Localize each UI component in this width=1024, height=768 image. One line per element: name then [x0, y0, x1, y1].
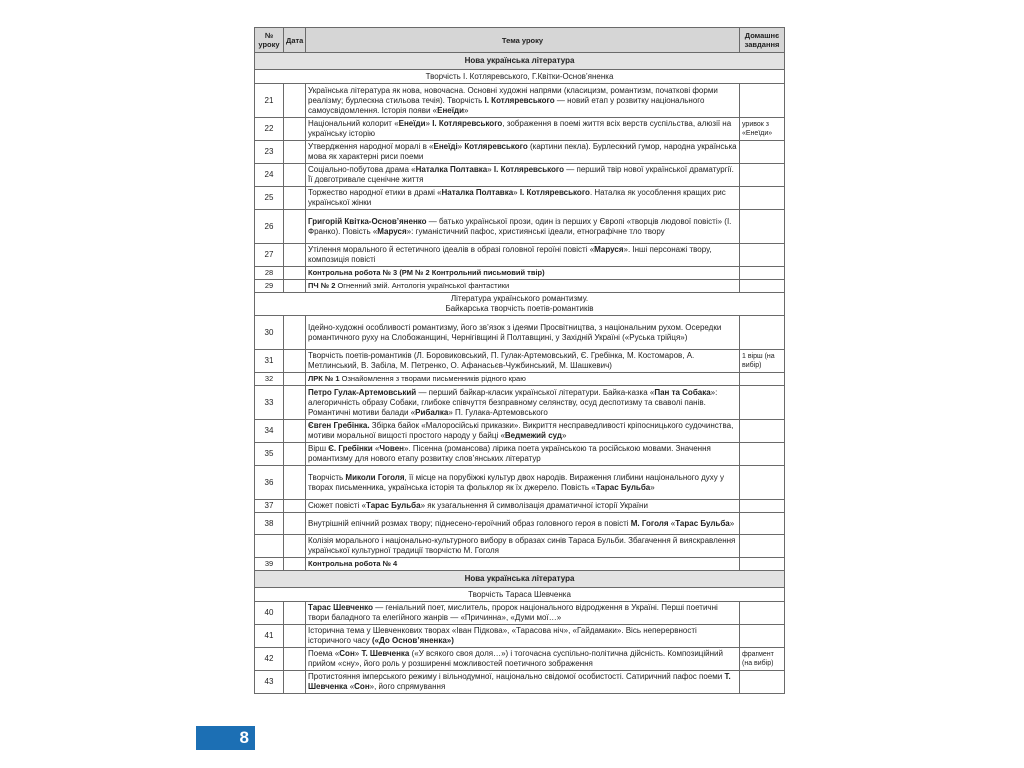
date-cell	[284, 267, 306, 280]
topic-text: »	[487, 165, 494, 174]
table-row	[255, 500, 785, 513]
lesson-number-cell: 37	[255, 500, 284, 513]
homework-cell	[740, 513, 785, 535]
table-row	[255, 373, 785, 386]
topic-bold-text: Ведмежий суд	[504, 431, 562, 440]
topic-cell	[306, 420, 740, 443]
table-row	[255, 558, 785, 571]
topic-text: — геніальний поет, мислитель, пророк національного відродження в Україні. Перші поетичні твори баладного та елегійного жанрів — «Причинна», «Думи мої…»	[308, 603, 718, 622]
section-heading-row	[255, 53, 785, 70]
date-cell	[284, 420, 306, 443]
topic-cell	[306, 316, 740, 350]
homework-cell	[740, 625, 785, 648]
topic-text: Колізія морального і національно-культурного вибору в образах синів Тараса Бульби. Збагачення й вияскравлення української культурної традиції творчістю М. Гоголя	[308, 536, 736, 555]
date-cell	[284, 535, 306, 558]
table-header-row	[255, 28, 785, 53]
topic-bold-text: Контрольна робота № 3 (РМ № 2 Контрольний письмовий твір)	[308, 268, 545, 277]
topic-cell	[306, 141, 740, 164]
heading-text-line2: Байкарська творчість поетів-романтиків	[445, 304, 594, 313]
topic-cell	[306, 210, 740, 244]
header-date: Дата	[284, 28, 306, 53]
heading-text: Нова українська література	[464, 574, 575, 583]
date-cell	[284, 558, 306, 571]
date-cell	[284, 84, 306, 118]
table-row	[255, 164, 785, 187]
topic-cell	[306, 513, 740, 535]
section-heading-row	[255, 571, 785, 588]
topic-text: ». Інші персонажі твору, композиція повісті	[308, 245, 712, 264]
topic-cell	[306, 535, 740, 558]
topic-bold-text: Петро Гулак-Артемовський	[308, 387, 417, 397]
topic-bold-text: М. Гоголя	[630, 518, 669, 528]
homework-cell: фрагмент (на вибір)	[740, 648, 785, 671]
topic-text: Творчість поетів-романтиків (Л. Боровиковський, П. Гулак-Артемовський, Є. Гребінка, М. Костомаров, А. Метлинський, В. Забіла, М. Петренко, О. Афанасьєв-Чужбинський, М. Шашкевич)	[308, 351, 695, 370]
topic-text: », його спрямування	[369, 682, 446, 691]
homework-cell	[740, 558, 785, 571]
topic-bold-text: Т. Шевченка	[361, 649, 410, 658]
topic-bold-text: Наталка Полтавка	[441, 188, 514, 197]
lesson-plan-table	[254, 27, 785, 694]
table-row	[255, 625, 785, 648]
topic-bold-text: Тарас Бульба	[675, 518, 730, 528]
section-heading	[255, 571, 785, 588]
subsection-heading	[255, 70, 785, 84]
topic-cell	[306, 244, 740, 267]
topic-text: Збірка байок «Малоросійські приказки». Викриття несправедливості кріпосницького судочинства, мотиви моральної вищості простого народу у байці «	[308, 421, 734, 440]
table-row	[255, 513, 785, 535]
topic-cell	[306, 648, 740, 671]
topic-bold-text: Григорій Квітка-Основ’яненко	[308, 216, 427, 226]
heading-text: Творчість І. Котляревського, Г.Квітки-Основ’яненка	[425, 71, 614, 81]
section-heading	[255, 53, 785, 70]
topic-text: Ознайомлення з творами письменників рідного краю	[339, 374, 526, 383]
page-number: 8	[239, 728, 249, 747]
date-cell	[284, 187, 306, 210]
heading-text: Література українського романтизму.	[450, 294, 589, 303]
table-row	[255, 671, 785, 694]
subsection-heading-row	[255, 70, 785, 84]
topic-bold-text: Сон	[354, 682, 370, 691]
topic-bold-text: І. Котляревського	[493, 165, 565, 174]
topic-bold-text: Є. Гребінки	[328, 444, 373, 453]
topic-text: — батько української прози, один із перших у Європі «творців людової повісті» (І. Франко). Повість «	[308, 216, 732, 236]
lesson-number-cell: 43	[255, 671, 284, 694]
lesson-number-cell: 40	[255, 602, 284, 625]
topic-bold-text: Тарас Шевченко	[308, 603, 373, 612]
topic-bold-text: Човен	[379, 444, 404, 453]
date-cell	[284, 625, 306, 648]
date-cell	[284, 373, 306, 386]
subsection-heading-row	[255, 293, 785, 316]
topic-text: «	[668, 518, 676, 528]
lesson-number-cell: 24	[255, 164, 284, 187]
homework-cell	[740, 671, 785, 694]
topic-text: ». Пісенна (романсова) лірика поета українською та російською мовами. Значення романтизму для нового етапу розвитку слов’янських літератур	[308, 444, 711, 463]
topic-bold-text: («До Основ’яненка»)	[372, 636, 454, 645]
topic-bold-text: Сон	[339, 649, 355, 658]
topic-text: Внутрішній епічний розмах твору; піднесено-героїчний образ головного героя в повісті	[308, 518, 631, 528]
lesson-number-cell	[255, 535, 284, 558]
lesson-number-cell: 39	[255, 558, 284, 571]
table-row	[255, 84, 785, 118]
topic-text: Сюжет повісті «	[308, 501, 367, 510]
topic-bold-text: ЛРК № 1	[308, 374, 340, 383]
homework-cell: уривок з «Енеїди»	[740, 118, 785, 141]
subsection-heading	[255, 588, 785, 602]
date-cell	[284, 500, 306, 513]
heading-text: Творчість Тараса Шевченка	[468, 589, 571, 599]
header-topic: Тема уроку	[306, 28, 740, 53]
header-lesson-number: № уроку	[255, 28, 284, 53]
topic-bold-text: І. Котляревського	[432, 119, 503, 128]
topic-cell	[306, 466, 740, 500]
topic-bold-text: Рибалка	[415, 407, 449, 417]
table-body	[255, 53, 785, 694]
topic-text: »	[425, 119, 433, 128]
date-cell	[284, 466, 306, 500]
topic-text: Торжество народної етики в драмі «	[308, 188, 442, 197]
date-cell	[284, 210, 306, 244]
header-homework: Домашнє завдання	[740, 28, 785, 53]
homework-cell	[740, 500, 785, 513]
topic-text: — новий етап у розвитку національного самоусвідомлення. Історія появи «	[308, 95, 705, 115]
lesson-number-cell: 26	[255, 210, 284, 244]
topic-text: »	[650, 482, 655, 492]
homework-cell	[740, 84, 785, 118]
homework-cell	[740, 244, 785, 267]
topic-text: (картини пекла). Бурлескний гумор, народна українська мова як характерні риси поеми	[308, 142, 737, 161]
homework-cell	[740, 164, 785, 187]
topic-text: Історична тема у Шевченкових творах «Іван Підкова», «Тарасова ніч», «Гайдамаки». Вісь неперервності історичного часу	[308, 626, 697, 645]
homework-cell	[740, 420, 785, 443]
topic-text: »: алегоричність образу Собаки, глибоке співчуття безправному селянству, осуд деспотизму та сваволі панів. Романтичні мотиви балади «	[308, 387, 718, 417]
lesson-number-cell: 28	[255, 267, 284, 280]
topic-text: Утілення морального й естетичного ідеалів в образі головної героїні повісті «	[308, 245, 595, 254]
subsection-heading-row	[255, 588, 785, 602]
topic-text: Протистояння імперського режиму і вільнодумної, національно свідомої особистості. Сатиричний пафос поеми	[308, 672, 725, 681]
lesson-number-cell: 35	[255, 443, 284, 466]
topic-bold-text: Контрольна робота № 4	[308, 559, 398, 568]
topic-text: , її місце на порубіжжі культур двох народів. Вираження глибини національного духу у творах письменника, українська історія та фольклор як їх джерело. Повість «	[308, 472, 725, 492]
topic-text: Українська література як нова, новочасна. Основні художні напрями (класицизм, романтизм, початкові форми реалізму; бурлескна стильова течія). Творчість	[308, 85, 718, 105]
table-row	[255, 420, 785, 443]
topic-bold-text: Тарас Бульба	[366, 501, 421, 510]
date-cell	[284, 648, 306, 671]
homework-cell	[740, 386, 785, 420]
lesson-number-cell: 27	[255, 244, 284, 267]
table-row	[255, 648, 785, 671]
table-row	[255, 141, 785, 164]
topic-bold-text: Тарас Бульба	[595, 482, 651, 492]
topic-text: »	[464, 105, 469, 115]
homework-cell	[740, 602, 785, 625]
table-row	[255, 386, 785, 420]
topic-cell	[306, 443, 740, 466]
topic-cell	[306, 187, 740, 210]
date-cell	[284, 386, 306, 420]
table-row	[255, 210, 785, 244]
date-cell	[284, 513, 306, 535]
lesson-number-cell: 22	[255, 118, 284, 141]
table-row	[255, 187, 785, 210]
topic-cell	[306, 500, 740, 513]
topic-cell	[306, 84, 740, 118]
topic-text: »	[513, 188, 520, 197]
topic-text: »	[561, 431, 567, 440]
topic-text: Творчість	[308, 472, 346, 482]
lesson-number-cell: 30	[255, 316, 284, 350]
date-cell	[284, 141, 306, 164]
topic-text: «	[372, 444, 380, 453]
topic-text: »	[354, 649, 362, 658]
topic-bold-text: Котляревського	[464, 142, 528, 151]
topic-cell	[306, 671, 740, 694]
date-cell	[284, 350, 306, 373]
subsection-heading	[255, 293, 785, 316]
lesson-number-cell: 31	[255, 350, 284, 373]
topic-bold-text: Маруся	[594, 245, 624, 254]
homework-cell	[740, 187, 785, 210]
topic-cell	[306, 602, 740, 625]
table-row	[255, 316, 785, 350]
table-row	[255, 350, 785, 373]
topic-text: — перший твір нової української драматургії. Її довготривале сценічне життя	[308, 165, 734, 184]
topic-text: . Наталка як уособлення кращих рис української жінки	[308, 188, 726, 207]
lesson-number-cell: 32	[255, 373, 284, 386]
lesson-number-cell: 42	[255, 648, 284, 671]
topic-cell	[306, 350, 740, 373]
date-cell	[284, 602, 306, 625]
topic-bold-text: Пан та Собака	[654, 387, 711, 397]
topic-bold-text: І. Котляревського	[519, 188, 590, 197]
topic-text: Ідейно-художні особливості романтизму, його зв’язок з ідеями Просвітництва, з національним рухом. Осередки романтичного руху на Слобожанщині, Чернігівщині й Полтавщині, у Західній Україні («Руська трійця»)	[308, 322, 722, 342]
table-row	[255, 280, 785, 293]
date-cell	[284, 164, 306, 187]
topic-text: Вірш	[308, 444, 329, 453]
homework-cell	[740, 267, 785, 280]
table-row	[255, 602, 785, 625]
topic-bold-text: ПЧ № 2	[308, 281, 336, 290]
homework-cell: 1 вірш (на вибір)	[740, 350, 785, 373]
topic-bold-text: Енеїди	[398, 119, 426, 128]
topic-text: Соціально-побутова драма «	[308, 165, 416, 174]
topic-bold-text: Євген Гребінка.	[308, 421, 370, 430]
topic-text: »: гуманістичний пафос, християнські ідеали, етнографічне тло твору	[406, 226, 665, 236]
date-cell	[284, 671, 306, 694]
table-row	[255, 267, 785, 280]
homework-cell	[740, 443, 785, 466]
topic-text: Огненний змій. Антологія української фантастики	[335, 281, 510, 290]
topic-text: Національний колорит «	[308, 119, 399, 128]
table-row	[255, 535, 785, 558]
topic-text: » П. Гулака-Артемовського	[448, 407, 548, 417]
topic-text: Поема «	[308, 649, 340, 658]
table-row	[255, 443, 785, 466]
homework-cell	[740, 316, 785, 350]
lesson-number-cell: 38	[255, 513, 284, 535]
topic-bold-text: Маруся	[377, 226, 407, 236]
topic-cell	[306, 558, 740, 571]
date-cell	[284, 244, 306, 267]
table-row	[255, 118, 785, 141]
lesson-number-cell: 29	[255, 280, 284, 293]
lesson-number-cell: 23	[255, 141, 284, 164]
topic-cell	[306, 386, 740, 420]
topic-bold-text: Миколи Гоголя	[345, 472, 405, 482]
topic-bold-text: Наталка Полтавка	[415, 165, 488, 174]
homework-cell	[740, 535, 785, 558]
homework-cell	[740, 141, 785, 164]
lesson-number-cell: 41	[255, 625, 284, 648]
topic-text: , зображення в поемі життя всіх верств суспільства, алюзії на українську історію	[308, 119, 732, 138]
lesson-number-cell: 21	[255, 84, 284, 118]
table-row	[255, 244, 785, 267]
lesson-number-cell: 33	[255, 386, 284, 420]
topic-text: («У всякого своя доля…») і тогочасна суспільно-політична дійсність. Композиційний прийом «сну», його роль у розширенні можливостей поетичного зображення	[308, 649, 723, 668]
date-cell	[284, 280, 306, 293]
topic-text: »	[457, 142, 465, 151]
date-cell	[284, 316, 306, 350]
topic-cell	[306, 625, 740, 648]
lesson-number-cell: 34	[255, 420, 284, 443]
lesson-number-cell: 36	[255, 466, 284, 500]
topic-cell	[306, 280, 740, 293]
topic-text: — перший байкар-класик української літератури. Байка-казка «	[416, 387, 655, 397]
topic-text: «	[347, 682, 355, 691]
topic-bold-text: І. Котляревського	[484, 95, 555, 105]
topic-text: »	[729, 518, 735, 528]
date-cell	[284, 118, 306, 141]
topic-bold-text: Енеїді	[433, 142, 458, 151]
homework-cell	[740, 280, 785, 293]
date-cell	[284, 443, 306, 466]
topic-cell	[306, 267, 740, 280]
topic-text: Утвердження народної моралі в «	[308, 142, 434, 151]
homework-cell	[740, 466, 785, 500]
topic-bold-text: Енеїди	[437, 105, 464, 115]
topic-bold-text: Т. Шевченка	[308, 672, 731, 691]
homework-cell	[740, 373, 785, 386]
topic-cell	[306, 164, 740, 187]
table-row	[255, 466, 785, 500]
topic-text: » як узагальнення й символізація драматичної історії України	[420, 501, 648, 510]
page-number-badge	[196, 726, 255, 750]
lesson-number-cell: 25	[255, 187, 284, 210]
topic-cell	[306, 118, 740, 141]
heading-text: Нова українська література	[464, 56, 575, 65]
homework-cell	[740, 210, 785, 244]
topic-cell	[306, 373, 740, 386]
